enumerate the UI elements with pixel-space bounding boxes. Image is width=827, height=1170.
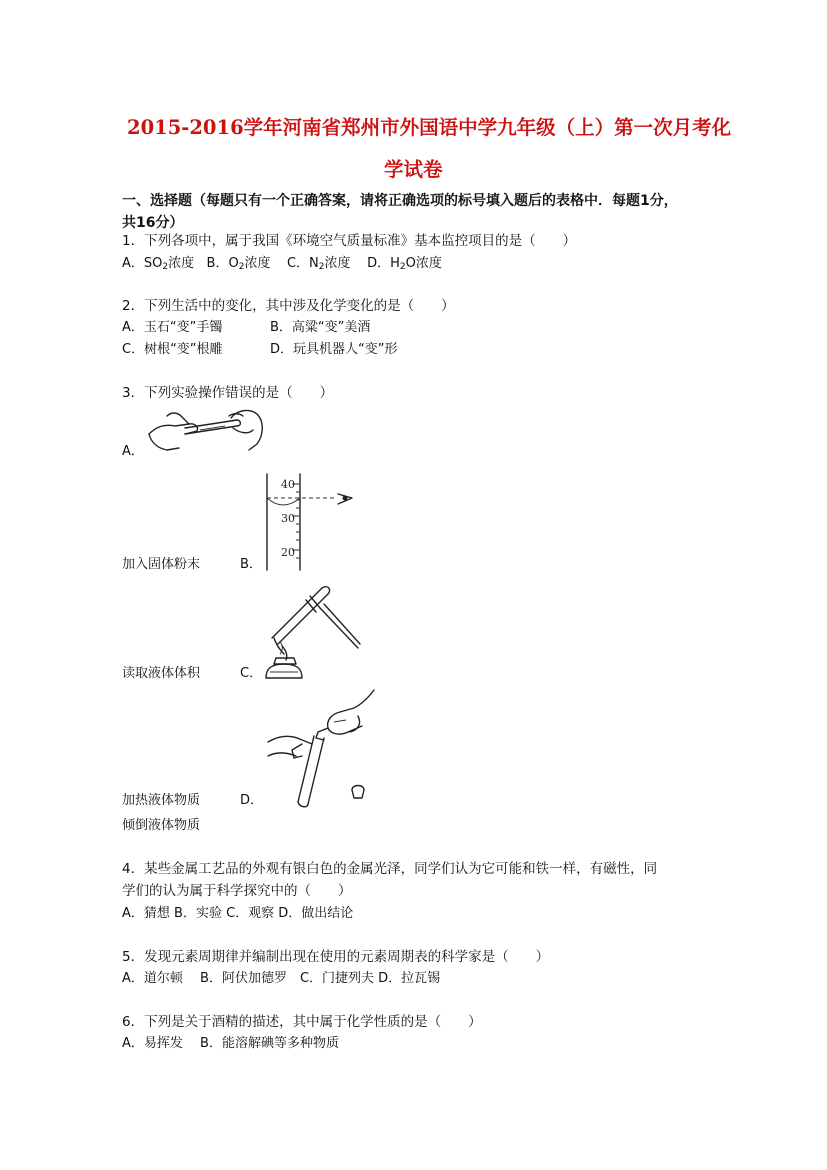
question-3-caption-a: 加入固体粉末 xyxy=(122,557,201,572)
alcohol-lamp-heating-icon xyxy=(262,580,362,685)
question-4-stem-continued: 学们的认为属于科学探究中的（ ） xyxy=(122,883,352,899)
question-2-stem: 2．下列生活中的变化，其中涉及化学变化的是（ ） xyxy=(122,298,455,314)
question-5-stem: 5．发现元素周期律并编制出现在使用的元素周期表的科学家是（ ） xyxy=(122,949,550,965)
question-4-stem: 4．某些金属工艺品的外观有银白色的金属光泽，同学们认为它可能和铁一样，有磁性，同 xyxy=(122,861,658,877)
question-1-stem: 1．下列各项中，属于我国《环境空气质量标准》基本监控项目的是（ ） xyxy=(122,233,577,249)
option-a: A．$SO_2$浓度 xyxy=(122,256,195,272)
page-title: 2015-2016学年河南省郑州市外国语中学九年级（上）第一次月考化 xyxy=(127,116,732,139)
cylinder-tick-20: 20 xyxy=(281,546,295,559)
question-3-label-d: D． xyxy=(240,793,264,808)
question-3-label-b: B． xyxy=(240,557,262,572)
pouring-liquid-icon xyxy=(262,686,392,808)
question-5-options: A．道尔顿 B．阿伏加德罗 C．门捷列夫 D．拉瓦锡 xyxy=(122,971,441,986)
question-2-option-b: B．高粱“变”美酒 xyxy=(270,320,371,335)
question-2-option-a: A．玉石“变”手镯 xyxy=(122,320,223,335)
option-d: D．$H_2O$浓度 xyxy=(367,256,442,272)
hands-test-tube-icon xyxy=(145,404,270,459)
question-3-caption-c: 加热液体物质 xyxy=(122,793,201,808)
page-title-continued: 学试卷 xyxy=(384,158,443,181)
question-4-options: A．猜想 B．实验 C．观察 D．做出结论 xyxy=(122,906,354,921)
question-3-stem: 3．下列实验操作错误的是（ ） xyxy=(122,385,334,401)
question-6-stem: 6．下列是关于酒精的描述，其中属于化学性质的是（ ） xyxy=(122,1014,482,1030)
question-3-label-a: A． xyxy=(122,444,144,459)
question-1-options xyxy=(122,255,442,276)
graduated-cylinder-eye-icon xyxy=(262,472,362,572)
option-b: B．$O_2$浓度 xyxy=(206,256,271,272)
option-c: C．$N_2$浓度 xyxy=(286,256,351,272)
cylinder-tick-40: 40 xyxy=(281,478,295,491)
section-heading: 一、选择题（每题只有一个正确答案，请将正确选项的标号填入题后的表格中．每题1分， xyxy=(122,193,678,209)
question-2-option-d: D．玩具机器人“变”形 xyxy=(270,342,398,357)
question-6-options: A．易挥发 B．能溶解碘等多种物质 xyxy=(122,1036,339,1051)
cylinder-tick-30: 30 xyxy=(281,512,295,525)
question-3-caption-d: 倾倒液体物质 xyxy=(122,818,201,833)
question-2-option-c: C．树根“变”根雕 xyxy=(122,342,223,357)
section-heading-continued: 共16分） xyxy=(122,215,184,231)
question-3-caption-b: 读取液体体积 xyxy=(122,666,201,681)
question-3-label-c: C． xyxy=(240,666,263,681)
